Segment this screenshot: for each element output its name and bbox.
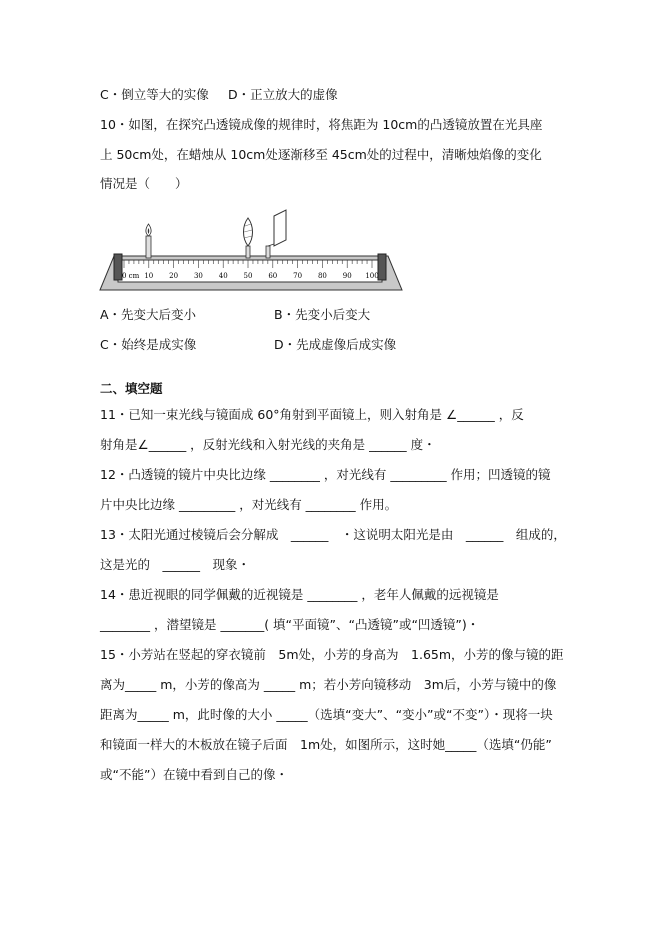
left-clamp <box>114 254 122 280</box>
section-title-fill-in: 二、填空题 <box>100 381 163 396</box>
q9-option-c: C・倒立等大的实像 <box>100 87 209 102</box>
scale-tick-label: 100 <box>365 272 379 280</box>
q10-option-c: C・始终是成实像 <box>100 337 197 352</box>
scale-tick-label: 10 <box>144 272 154 280</box>
right-clamp <box>378 254 386 280</box>
q10-text-line2: 上 50cm处，在蜡烛从 10cm处逐渐移至 45cm处的过程中，清晰烛焰像的变化 <box>100 147 542 162</box>
scale-tick-label: 80 <box>317 272 327 280</box>
scale-tick-label: 70 <box>293 272 303 280</box>
q9-option-d: D・正立放大的虚像 <box>228 87 338 102</box>
q15-text-line3: 距离为_____ m，此时像的大小 _____（选填“变大”、“变小”或“不变”）・现将一块 <box>100 707 553 722</box>
q12-text-line1: 12・凸透镜的镜片中央比边缘 ________ ，对光线有 _________ 作用；凹透镜的镜 <box>100 467 551 482</box>
q10-option-a: A・先变大后变小 <box>100 307 197 322</box>
q15-text-line2: 离为_____ m，小芳的像高为 _____ m；若小芳向镜移动 3m后，小芳与镜中的像 <box>100 677 557 692</box>
q13-text-line2: 这是光的 ______ 现象・ <box>100 557 251 572</box>
q13-text-line1: 13・太阳光通过棱镜后会分解成 ______ ・这说明太阳光是由 ______ 组成的， <box>100 527 566 542</box>
scale-tick-label: 90 <box>342 272 352 280</box>
q15-text-line4: 和镜面一样大的木板放在镜子后面 1m处，如图所示，这时她_____（选填“仍能” <box>100 737 552 752</box>
q10-text-line1: 10・如图，在探究凸透镜成像的规律时，将焦距为 10cm的凸透镜放置在光具座 <box>100 117 543 132</box>
candle-icon <box>146 224 151 258</box>
q10-text-line3: 情况是（ ） <box>100 176 188 191</box>
scale-tick-label: 40 <box>218 272 228 280</box>
q11-text-line2: 射角是∠______ ，反射光线和入射光线的夹角是 ______ 度・ <box>100 437 436 452</box>
optical-bench-figure <box>98 208 404 294</box>
scale-tick-label: 20 <box>169 272 179 280</box>
q10-option-b: B・先变小后变大 <box>274 307 371 322</box>
scale-tick-label: 60 <box>268 272 278 280</box>
q15-text-line1: 15・小芳站在竖起的穿衣镜前 5m处，小芳的身高为 1.65m，小芳的像与镜的距 <box>100 647 564 662</box>
q15-text-line5: 或“不能”）在镜中看到自己的像・ <box>100 767 288 782</box>
q14-text-line1: 14・患近视眼的同学佩戴的近视镜是 ________ ，老年人佩戴的远视镜是 <box>100 587 499 602</box>
scale-unit-label: 0 cm <box>122 272 140 280</box>
q11-text-line1: 11・已知一束光线与镜面成 60°角射到平面镜上，则入射角是 ∠______ ，反 <box>100 407 524 422</box>
q10-option-d: D・先成虚像后成实像 <box>274 337 397 352</box>
convex-lens-icon <box>244 218 253 258</box>
screen-icon <box>266 210 286 258</box>
scale-tick-label: 50 <box>243 272 253 280</box>
q12-text-line2: 片中央比边缘 _________ ，对光线有 ________ 作用。 <box>100 497 398 512</box>
scale-tick-label: 30 <box>193 272 203 280</box>
q14-text-line2: ________ ，潜望镜是 _______( 填“平面镜”、“凸透镜”或“凹透镜”)・ <box>100 617 480 632</box>
